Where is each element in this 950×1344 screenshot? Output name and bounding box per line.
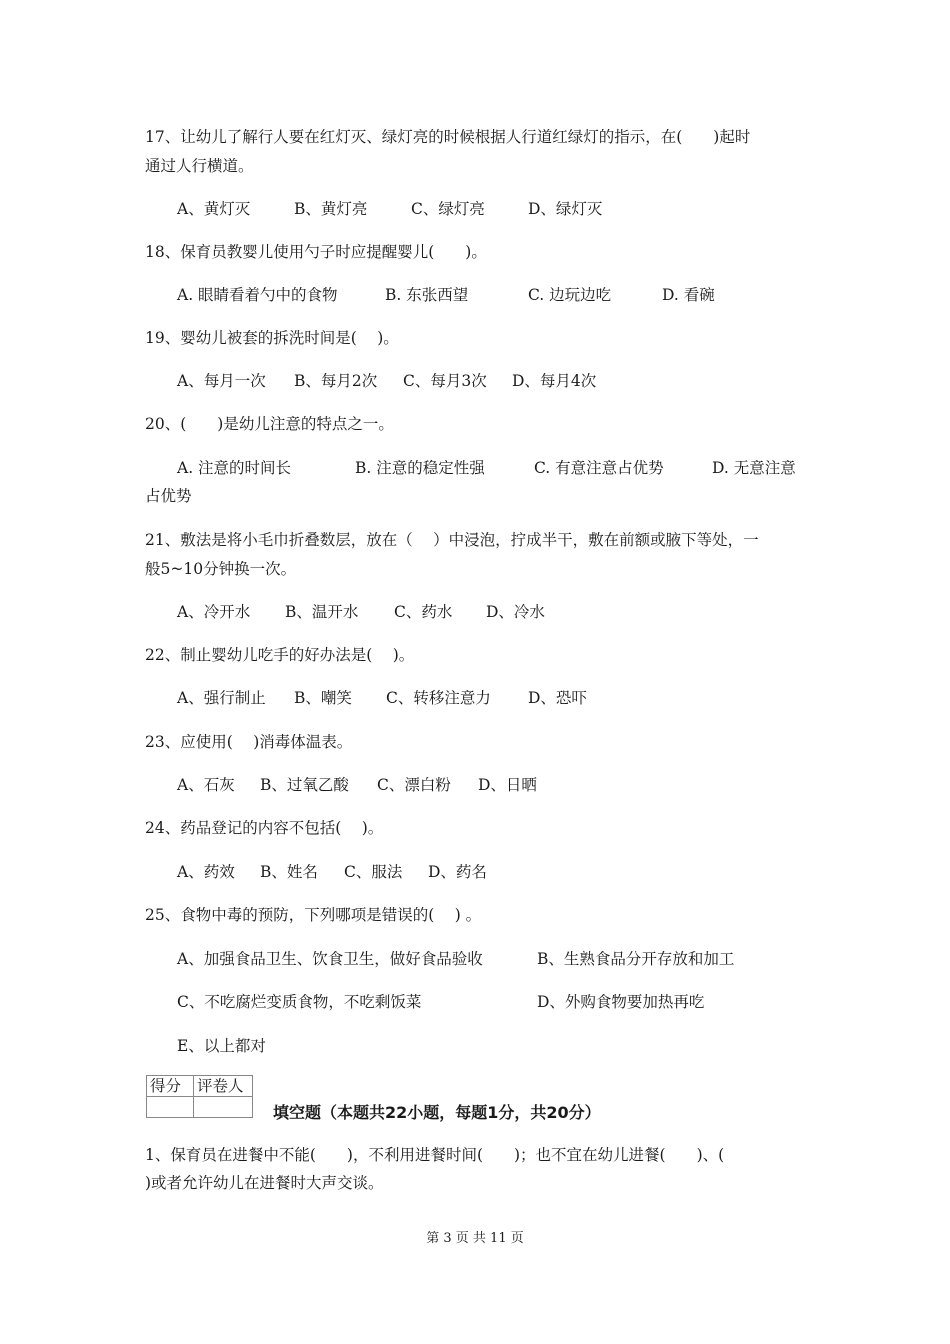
question-23-option-a: A、石灰 bbox=[177, 776, 235, 794]
question-21-option-b: B、温开水 bbox=[285, 603, 359, 621]
question-22-option-a: A、强行制止 bbox=[177, 689, 266, 707]
question-18-line-1: 18、保育员教婴儿使用勺子时应提醒婴儿( )。 bbox=[145, 243, 487, 261]
question-24-option-c: C、服法 bbox=[344, 863, 403, 881]
question-17-option-d: D、绿灯灭 bbox=[528, 200, 603, 218]
question-24-line-1: 24、药品登记的内容不包括( )。 bbox=[145, 819, 384, 837]
question-19-line-1: 19、婴幼儿被套的拆洗时间是( )。 bbox=[145, 329, 399, 347]
question-25-option-a: A、加强食品卫生、饮食卫生，做好食品验收 bbox=[177, 950, 483, 968]
question-23-line-1: 23、应使用( )消毒体温表。 bbox=[145, 733, 353, 751]
question-18-option-c: C. 边玩边吃 bbox=[528, 286, 612, 304]
question-25-option-d: D、外购食物要加热再吃 bbox=[537, 993, 705, 1011]
question-18-option-a: A. 眼睛看着勺中的食物 bbox=[177, 286, 338, 304]
question-23-option-b: B、过氧乙酸 bbox=[260, 776, 349, 794]
question-18-option-d: D. 看碗 bbox=[662, 286, 715, 304]
question-19-option-b: B、每月2次 bbox=[294, 372, 378, 390]
question-20-line-1: 20、( )是幼儿注意的特点之一。 bbox=[145, 415, 394, 433]
question-17-option-b: B、黄灯亮 bbox=[294, 200, 368, 218]
question-17-line-1: 17、让幼儿了解行人要在红灯灭、绿灯亮的时候根据人行道红绿灯的指示，在( )起时 bbox=[145, 128, 751, 146]
score-table bbox=[146, 1075, 253, 1118]
question-19-option-a: A、每月一次 bbox=[177, 372, 266, 390]
question-25-option-e: E、以上都对 bbox=[177, 1037, 266, 1055]
question-23-option-d: D、日晒 bbox=[478, 776, 537, 794]
question-25-option-c: C、不吃腐烂变质食物，不吃剩饭菜 bbox=[177, 993, 422, 1011]
fill-question-1-line-1: 1、保育员在进餐中不能( )，不利用进餐时间( )；也不宜在幼儿进餐( )、( bbox=[145, 1146, 725, 1164]
question-20-option-b: B. 注意的稳定性强 bbox=[355, 459, 485, 477]
reviewer-label: 评卷人 bbox=[194, 1076, 253, 1097]
question-19-option-c: C、每月3次 bbox=[403, 372, 487, 390]
score-label: 得分 bbox=[147, 1076, 194, 1097]
fill-question-1-line-2: )或者允许幼儿在进餐时大声交谈。 bbox=[145, 1174, 384, 1192]
question-21-line-1: 21、敷法是将小毛巾折叠数层，放在（ ）中浸泡，拧成半干，敷在前额或腋下等处，一 bbox=[145, 531, 759, 549]
question-21-option-d: D、冷水 bbox=[486, 603, 545, 621]
question-20-option-d-continued: 占优势 bbox=[145, 487, 192, 505]
question-17-line-2: 通过人行横道。 bbox=[145, 157, 254, 175]
question-22-line-1: 22、制止婴幼儿吃手的好办法是( )。 bbox=[145, 646, 415, 664]
page-footer: 第 3 页 共 11 页 bbox=[426, 1231, 524, 1246]
question-25-option-b: B、生熟食品分开存放和加工 bbox=[537, 950, 735, 968]
question-18-option-b: B. 东张西望 bbox=[385, 286, 469, 304]
question-21-option-c: C、药水 bbox=[394, 603, 453, 621]
question-19-option-d: D、每月4次 bbox=[512, 372, 597, 390]
question-17-option-c: C、绿灯亮 bbox=[411, 200, 485, 218]
question-21-line-2: 般5~10分钟换一次。 bbox=[145, 560, 297, 578]
question-17-option-a: A、黄灯灭 bbox=[177, 200, 251, 218]
question-23-option-c: C、漂白粉 bbox=[377, 776, 451, 794]
question-22-option-d: D、恐吓 bbox=[528, 689, 587, 707]
question-25-line-1: 25、食物中毒的预防，下列哪项是错误的( ) 。 bbox=[145, 906, 482, 924]
reviewer-cell bbox=[194, 1097, 253, 1118]
question-21-option-a: A、冷开水 bbox=[177, 603, 251, 621]
question-20-option-d: D. 无意注意 bbox=[712, 459, 796, 477]
section-title: 填空题（本题共22小题，每题1分，共20分） bbox=[273, 1103, 601, 1122]
score-cell bbox=[147, 1097, 194, 1118]
question-22-option-b: B、嘲笑 bbox=[294, 689, 352, 707]
question-24-option-a: A、药效 bbox=[177, 863, 235, 881]
question-24-option-b: B、姓名 bbox=[260, 863, 318, 881]
question-24-option-d: D、药名 bbox=[428, 863, 487, 881]
question-20-option-c: C. 有意注意占优势 bbox=[534, 459, 664, 477]
question-22-option-c: C、转移注意力 bbox=[386, 689, 491, 707]
question-20-option-a: A. 注意的时间长 bbox=[177, 459, 292, 477]
